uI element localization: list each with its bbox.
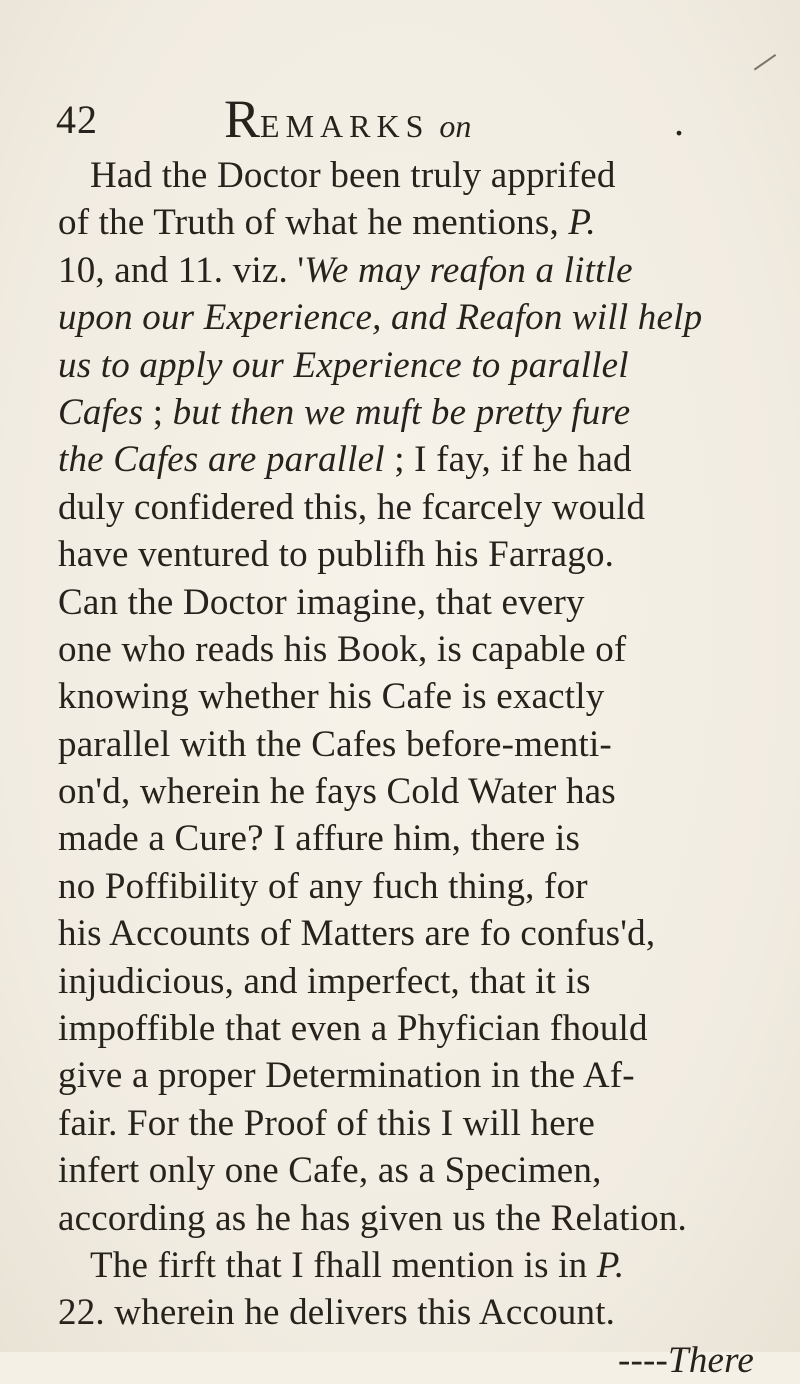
text-line	[58, 768, 758, 815]
roman-run: fair. For the Proof of this I will here	[58, 1102, 596, 1144]
roman-run: knowing whether his Cafe is exactly	[58, 676, 605, 718]
roman-run: duly confidered this, he fcarcely would	[58, 486, 646, 528]
text-line	[58, 342, 758, 389]
text-line	[58, 436, 758, 483]
header-dot: .	[674, 99, 684, 144]
italic-run: Cafes	[58, 391, 144, 433]
body-text	[58, 152, 758, 1384]
roman-run: The firft that I fhall mention is in	[90, 1244, 597, 1286]
italic-run: the Cafes are parallel	[58, 439, 385, 481]
text-line	[58, 247, 758, 294]
roman-run: his Accounts of Matters are fo confus'd,	[58, 913, 656, 955]
text-line	[58, 484, 758, 531]
roman-run: have ventured to publifh his Farrago.	[58, 534, 615, 576]
roman-run: on'd, wherein he fays Cold Water has	[58, 771, 616, 813]
italic-run: P.	[596, 1244, 625, 1286]
corner-pen-mark	[754, 54, 784, 82]
text-line	[58, 626, 758, 673]
text-line	[58, 1195, 758, 1242]
italic-run: We may reafon a little	[304, 249, 633, 291]
roman-run: Had the Doctor been truly apprifed	[90, 155, 616, 196]
text-line	[58, 152, 758, 199]
text-line	[58, 1100, 758, 1147]
italic-run: upon our Experience, and Reafon will help	[58, 297, 703, 339]
title-on: on	[439, 108, 472, 144]
text-line	[58, 958, 758, 1005]
text-line	[58, 579, 758, 626]
text-line	[58, 673, 758, 720]
title-small-caps: EMARKS	[260, 108, 430, 144]
text-line	[58, 1052, 758, 1099]
text-line	[58, 1005, 758, 1052]
roman-run: Can the Doctor imagine, that every	[58, 581, 585, 623]
text-line	[58, 389, 758, 436]
roman-run: parallel with the Cafes before-menti-	[58, 723, 612, 765]
text-line	[58, 199, 758, 246]
page-number: 42	[56, 97, 98, 142]
roman-run: of the Truth of what he mentions,	[58, 202, 569, 244]
text-line	[58, 531, 758, 578]
roman-run: ;	[143, 391, 173, 433]
roman-run: ; I fay, if he had	[384, 439, 632, 481]
roman-run: no Poffibility of any fuch thing, for	[58, 865, 588, 907]
roman-run: infert only one Cafe, as a Specimen,	[58, 1150, 602, 1192]
text-line	[58, 1289, 758, 1336]
roman-run: injudicious, and imperfect, that it is	[58, 960, 591, 1002]
roman-run: according as he has given us the Relation.	[58, 1197, 687, 1239]
text-line	[58, 815, 758, 862]
title-initial: R	[224, 89, 261, 149]
italic-run: us to apply our Experience to parallel	[58, 344, 629, 386]
running-header	[56, 88, 756, 148]
running-title	[224, 88, 471, 150]
text-line	[58, 1147, 758, 1194]
roman-run: impoffible that even a Phyfician fhould	[58, 1008, 648, 1050]
roman-run: made a Cure? I affure him, there is	[58, 818, 581, 860]
italic-run: P.	[568, 202, 596, 244]
text-line	[58, 910, 758, 957]
text-line	[58, 863, 758, 910]
roman-run: one who reads his Book, is capable of	[58, 628, 627, 670]
roman-run: give a proper Determination in the Af-	[58, 1055, 635, 1097]
text-line	[58, 1242, 758, 1289]
roman-run: 10, and 11. viz. '	[58, 249, 305, 291]
catchword: ----There	[617, 1339, 754, 1381]
text-line	[58, 294, 758, 341]
text-line	[58, 721, 758, 768]
italic-run: but then we muft be pretty fure	[172, 391, 631, 433]
roman-run: 22. wherein he delivers this Account.	[58, 1292, 616, 1334]
